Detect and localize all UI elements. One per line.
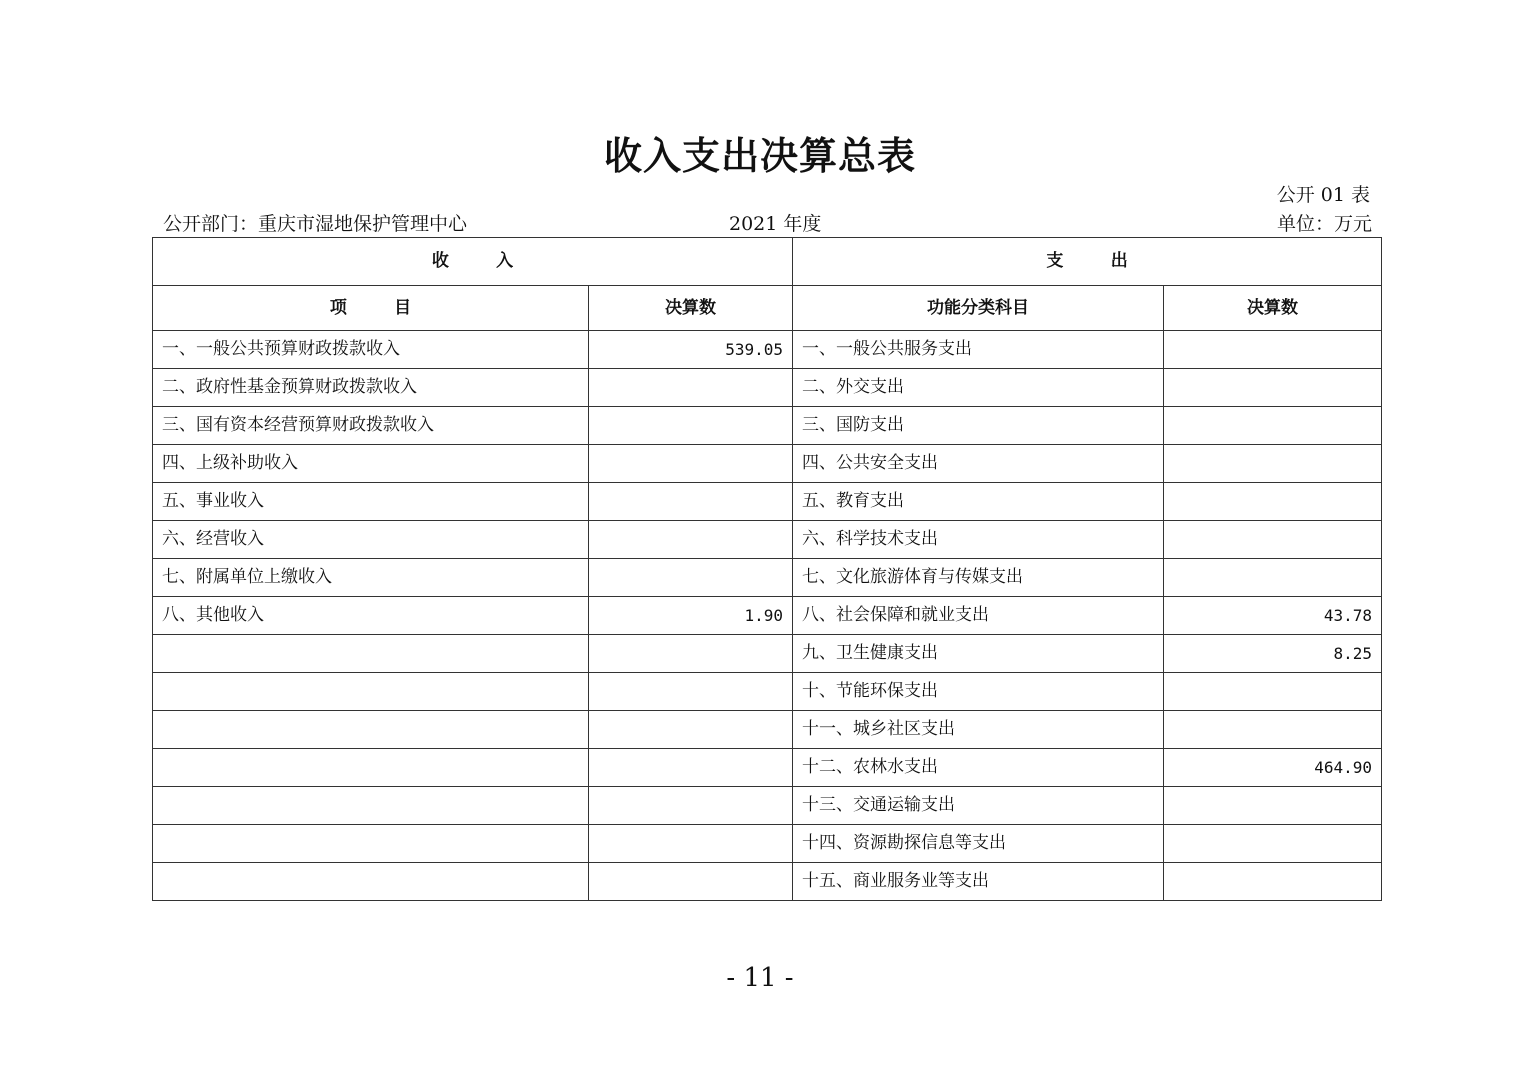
expense-item-cell: 五、教育支出 bbox=[793, 483, 1164, 521]
table-row bbox=[153, 521, 1382, 559]
expense-amount-cell bbox=[1164, 711, 1382, 749]
expense-item-cell: 一、一般公共服务支出 bbox=[793, 331, 1164, 369]
expense-amount-cell bbox=[1164, 787, 1382, 825]
expense-item-cell: 八、社会保障和就业支出 bbox=[793, 597, 1164, 635]
income-amount-cell bbox=[589, 749, 793, 787]
expense-section-header: 支 出 bbox=[793, 238, 1382, 286]
income-item-cell bbox=[153, 749, 589, 787]
income-item-cell: 六、经营收入 bbox=[153, 521, 589, 559]
form-code: 公开 01 表 bbox=[1276, 184, 1370, 206]
page-title: 收入支出决算总表 bbox=[603, 134, 916, 178]
income-item-cell: 二、政府性基金预算财政拨款收入 bbox=[153, 369, 589, 407]
expense-amount-cell bbox=[1164, 673, 1382, 711]
expense-amount-cell bbox=[1164, 863, 1382, 901]
expense-item-cell: 十二、农林水支出 bbox=[793, 749, 1164, 787]
income-amount-cell bbox=[589, 369, 793, 407]
table-body bbox=[153, 331, 1382, 901]
income-item-cell bbox=[153, 787, 589, 825]
expense-amount-cell bbox=[1164, 445, 1382, 483]
income-item-cell bbox=[153, 863, 589, 901]
table-row bbox=[153, 635, 1382, 673]
expense-item-cell: 十四、资源勘探信息等支出 bbox=[793, 825, 1164, 863]
page-number: - 11 - bbox=[726, 963, 794, 993]
fiscal-year-label: 2021 年度 bbox=[729, 213, 822, 235]
table-row bbox=[153, 863, 1382, 901]
expense-amount-cell bbox=[1164, 331, 1382, 369]
income-item-cell bbox=[153, 825, 589, 863]
income-item-cell: 四、上级补助收入 bbox=[153, 445, 589, 483]
table-row bbox=[153, 407, 1382, 445]
income-expense-table bbox=[152, 237, 1382, 901]
expense-amount-cell: 43.78 bbox=[1164, 597, 1382, 635]
table-row bbox=[153, 825, 1382, 863]
expense-amount-cell bbox=[1164, 521, 1382, 559]
expense-item-cell: 四、公共安全支出 bbox=[793, 445, 1164, 483]
table-row bbox=[153, 597, 1382, 635]
table-row bbox=[153, 787, 1382, 825]
table-meta-row bbox=[163, 210, 1372, 238]
expense-item-cell: 九、卫生健康支出 bbox=[793, 635, 1164, 673]
income-amount-cell bbox=[589, 673, 793, 711]
income-item-cell bbox=[153, 635, 589, 673]
income-amount-cell bbox=[589, 787, 793, 825]
income-amount-cell bbox=[589, 521, 793, 559]
expense-item-column-header: 功能分类科目 bbox=[793, 286, 1164, 331]
table-row bbox=[153, 483, 1382, 521]
expense-item-cell: 六、科学技术支出 bbox=[793, 521, 1164, 559]
expense-amount-cell: 8.25 bbox=[1164, 635, 1382, 673]
expense-item-cell: 七、文化旅游体育与传媒支出 bbox=[793, 559, 1164, 597]
income-item-cell: 八、其他收入 bbox=[153, 597, 589, 635]
income-amount-cell bbox=[589, 483, 793, 521]
table-row bbox=[153, 445, 1382, 483]
income-item-cell: 五、事业收入 bbox=[153, 483, 589, 521]
income-amount-cell: 539.05 bbox=[589, 331, 793, 369]
income-item-cell: 一、一般公共预算财政拨款收入 bbox=[153, 331, 589, 369]
income-amount-cell: 1.90 bbox=[589, 597, 793, 635]
expense-amount-cell bbox=[1164, 559, 1382, 597]
expense-item-cell: 三、国防支出 bbox=[793, 407, 1164, 445]
expense-amount-cell: 464.90 bbox=[1164, 749, 1382, 787]
unit-label: 单位：万元 bbox=[1276, 213, 1372, 235]
income-amount-cell bbox=[589, 407, 793, 445]
expense-item-cell: 二、外交支出 bbox=[793, 369, 1164, 407]
table-row bbox=[153, 559, 1382, 597]
income-amount-cell bbox=[589, 825, 793, 863]
income-item-column-header: 项 目 bbox=[153, 286, 589, 331]
income-item-cell bbox=[153, 673, 589, 711]
income-amount-cell bbox=[589, 635, 793, 673]
income-amount-cell bbox=[589, 863, 793, 901]
income-amount-column-header: 决算数 bbox=[589, 286, 793, 331]
column-header-row bbox=[153, 286, 1382, 331]
expense-amount-cell bbox=[1164, 407, 1382, 445]
department-label: 公开部门：重庆市湿地保护管理中心 bbox=[163, 213, 468, 235]
income-amount-cell bbox=[589, 711, 793, 749]
expense-amount-cell bbox=[1164, 369, 1382, 407]
income-item-cell: 七、附属单位上缴收入 bbox=[153, 559, 589, 597]
income-item-cell: 三、国有资本经营预算财政拨款收入 bbox=[153, 407, 589, 445]
expense-item-cell: 十三、交通运输支出 bbox=[793, 787, 1164, 825]
section-header-row bbox=[153, 238, 1382, 286]
table-row bbox=[153, 331, 1382, 369]
income-amount-cell bbox=[589, 445, 793, 483]
expense-amount-cell bbox=[1164, 825, 1382, 863]
expense-item-cell: 十一、城乡社区支出 bbox=[793, 711, 1164, 749]
table-row bbox=[153, 711, 1382, 749]
table-row bbox=[153, 749, 1382, 787]
income-section-header: 收 入 bbox=[153, 238, 793, 286]
expense-item-cell: 十五、商业服务业等支出 bbox=[793, 863, 1164, 901]
table-row bbox=[153, 673, 1382, 711]
expense-item-cell: 十、节能环保支出 bbox=[793, 673, 1164, 711]
expense-amount-column-header: 决算数 bbox=[1164, 286, 1382, 331]
expense-amount-cell bbox=[1164, 483, 1382, 521]
income-item-cell bbox=[153, 711, 589, 749]
table-row bbox=[153, 369, 1382, 407]
income-amount-cell bbox=[589, 559, 793, 597]
